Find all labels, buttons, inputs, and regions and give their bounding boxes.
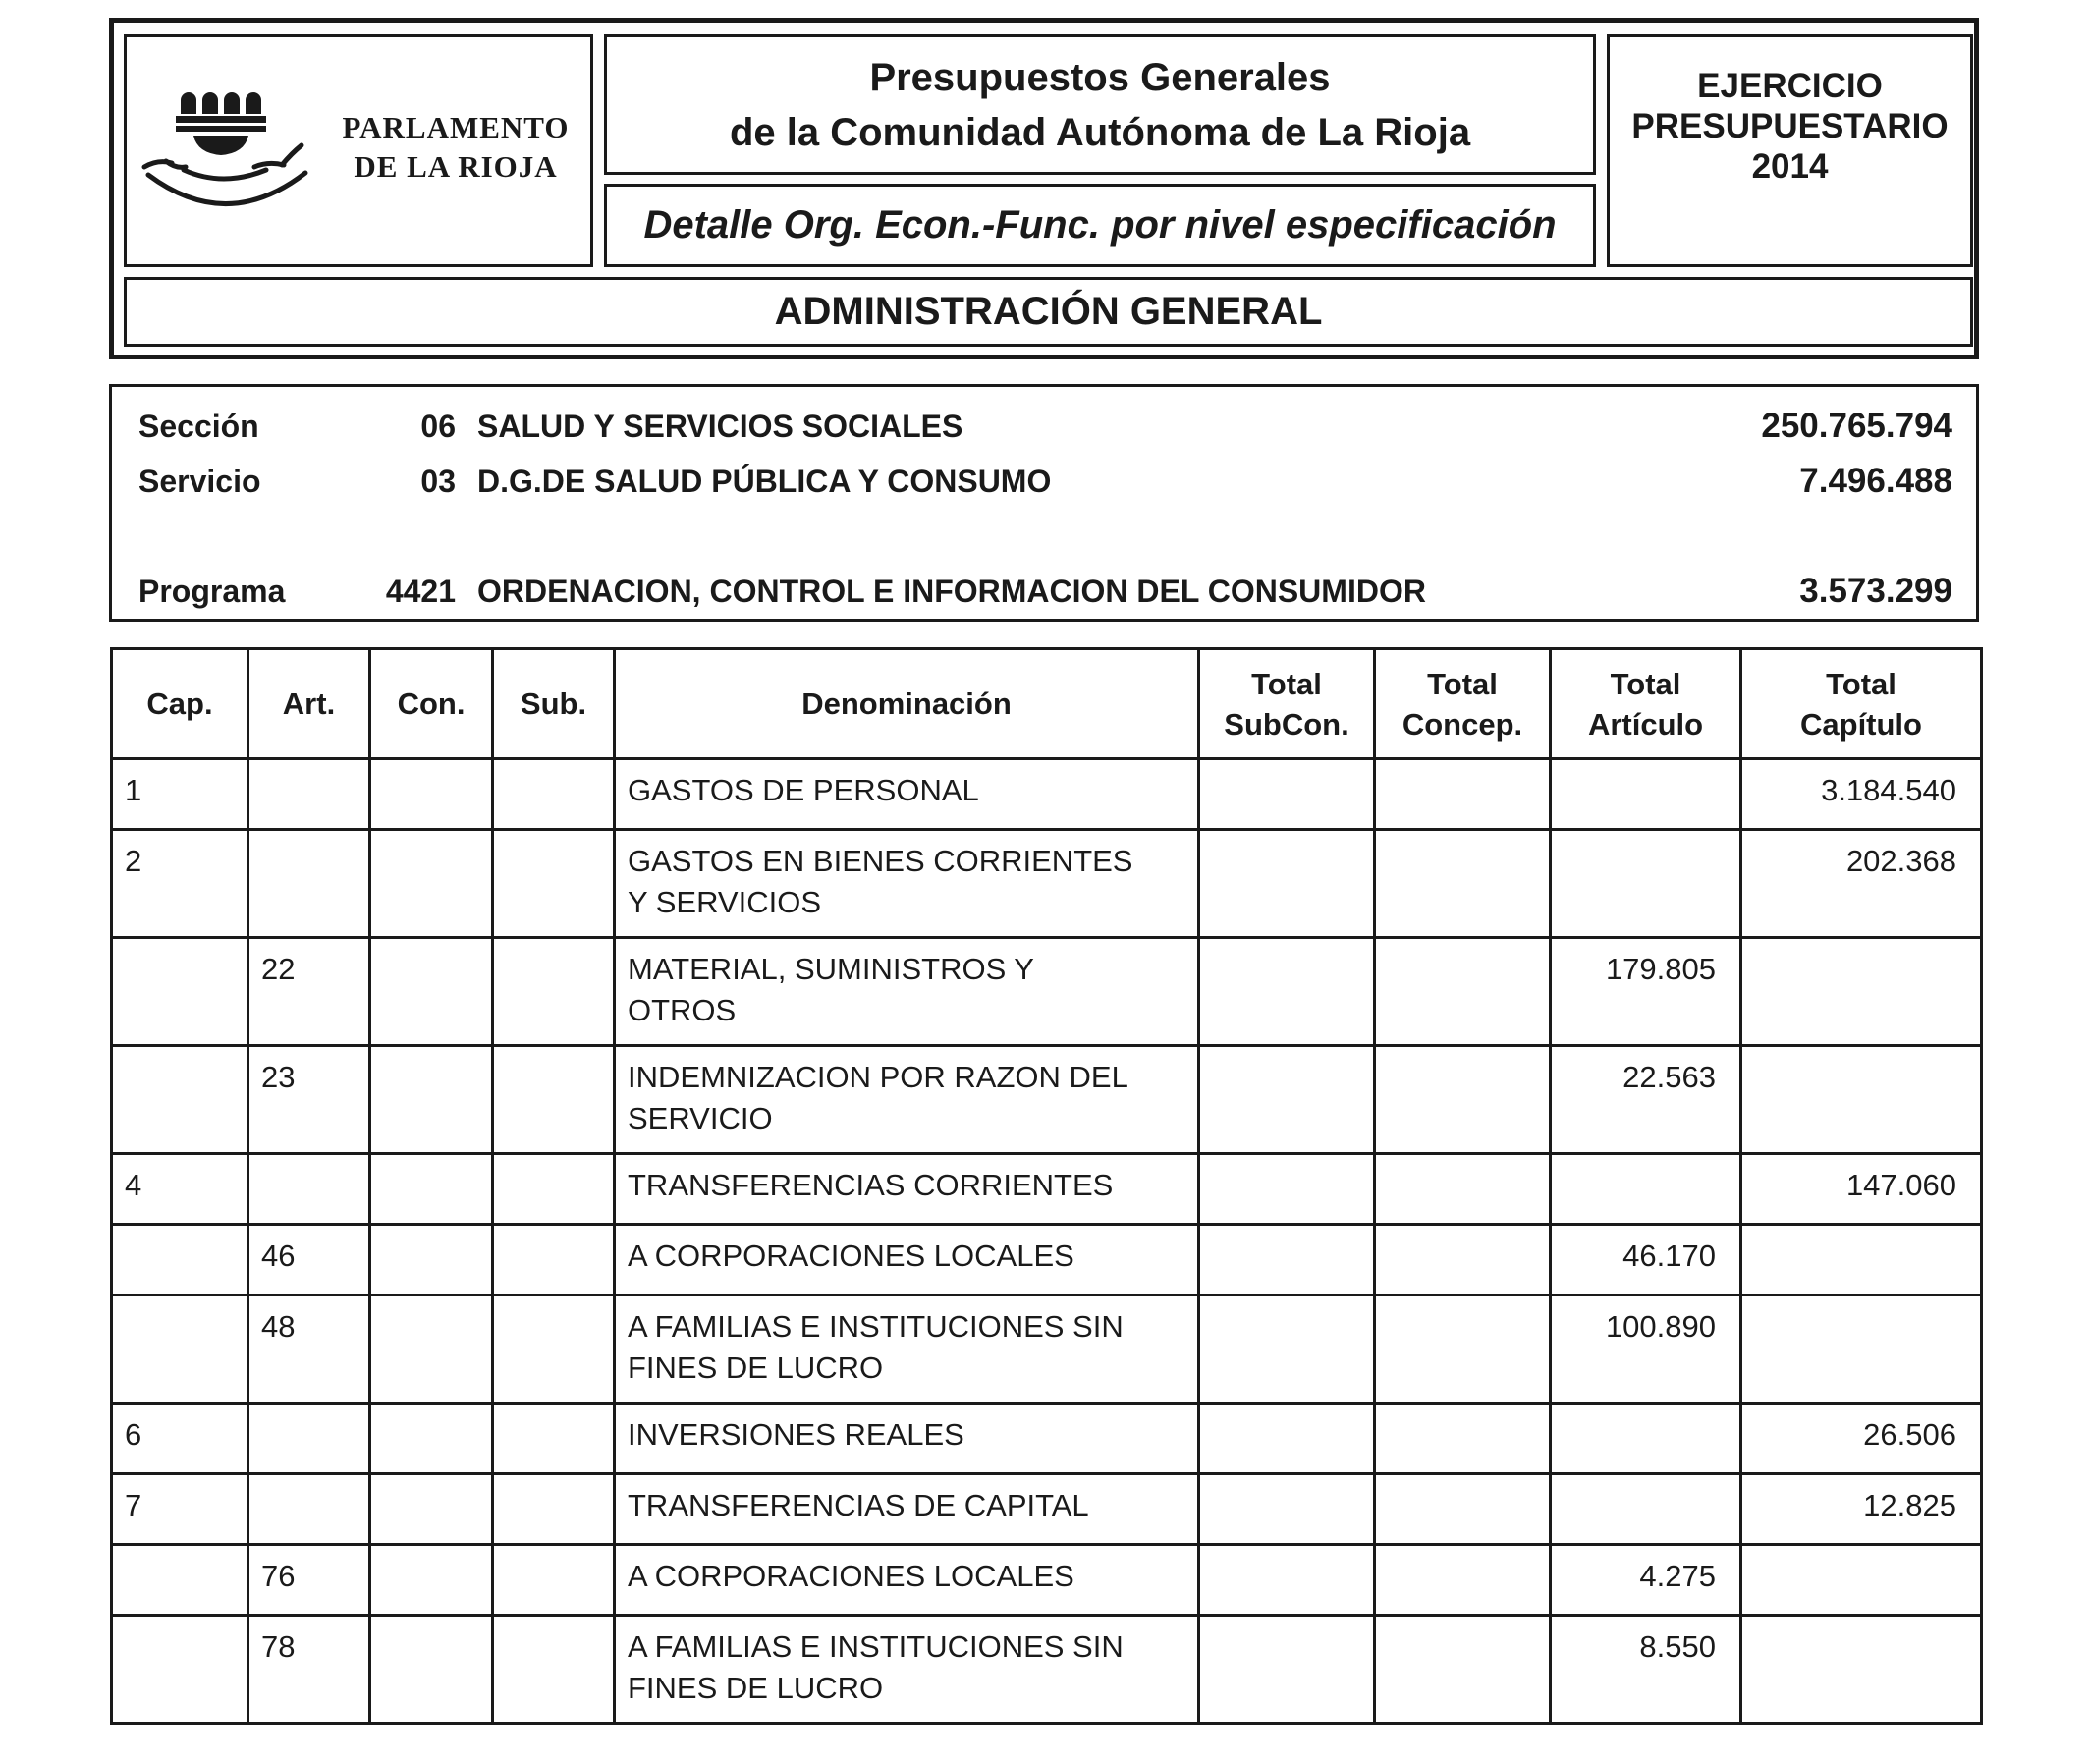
- cell-sub: [493, 1616, 615, 1724]
- col-header-denominacion: Denominación: [615, 649, 1199, 759]
- cell-total-articulo: 100.890: [1551, 1295, 1741, 1404]
- cell-total-capitulo: [1741, 1046, 1982, 1154]
- cell-total-subcon: [1199, 1225, 1375, 1295]
- cell-total-articulo: 22.563: [1551, 1046, 1741, 1154]
- denominacion-line1: INDEMNIZACION POR RAZON DEL: [628, 1060, 1128, 1094]
- cell-total-articulo: [1551, 1474, 1741, 1545]
- table-row: [112, 1404, 1982, 1474]
- cell-denominacion: [615, 1474, 1199, 1545]
- cell-total-concep: [1375, 1225, 1551, 1295]
- cell-sub: [493, 1225, 615, 1295]
- cell-denominacion: [615, 1404, 1199, 1474]
- col-header-sub: Sub.: [493, 649, 615, 759]
- cell-total-capitulo: 3.184.540: [1741, 759, 1982, 830]
- cell-con: [370, 938, 493, 1046]
- year-line2: PRESUPUESTARIO: [1631, 107, 1949, 145]
- cell-sub: [493, 1474, 615, 1545]
- cell-denominacion: [615, 938, 1199, 1046]
- denominacion-line1: A CORPORACIONES LOCALES: [628, 1239, 1074, 1273]
- cell-con: [370, 1404, 493, 1474]
- denominacion-line1: GASTOS EN BIENES CORRIENTES: [628, 844, 1133, 878]
- admin-box: [124, 277, 1973, 347]
- col-header-con: Con.: [370, 649, 493, 759]
- table-row: [112, 1154, 1982, 1225]
- cell-art: 48: [248, 1295, 370, 1404]
- admin-title: ADMINISTRACIÓN GENERAL: [774, 290, 1323, 333]
- cell-total-capitulo: [1741, 1545, 1982, 1616]
- cell-cap: [112, 1616, 248, 1724]
- cell-sub: [493, 759, 615, 830]
- cell-art: [248, 1404, 370, 1474]
- year-value: 2014: [1751, 147, 1829, 186]
- cell-total-subcon: [1199, 1474, 1375, 1545]
- cell-total-concep: [1375, 1616, 1551, 1724]
- col-header-total-capitulo: [1741, 649, 1982, 759]
- col-header-total-concep: [1375, 649, 1551, 759]
- cell-total-concep: [1375, 830, 1551, 938]
- table-row: [112, 759, 1982, 830]
- cell-cap: [112, 1545, 248, 1616]
- seccion-name: SALUD Y SERVICIOS SOCIALES: [477, 409, 963, 444]
- cell-total-concep: [1375, 1046, 1551, 1154]
- cell-cap: 2: [112, 830, 248, 938]
- cell-total-concep: [1375, 1404, 1551, 1474]
- cell-total-concep: [1375, 1295, 1551, 1404]
- cell-total-articulo: [1551, 1404, 1741, 1474]
- seccion-row: [112, 405, 1976, 448]
- programa-label: Programa: [138, 574, 286, 609]
- cell-total-articulo: [1551, 759, 1741, 830]
- cell-sub: [493, 1404, 615, 1474]
- denominacion-line1: TRANSFERENCIAS DE CAPITAL: [628, 1488, 1089, 1522]
- denominacion-line2: FINES DE LUCRO: [628, 1351, 884, 1385]
- col-header-total-capitulo-l1: Total: [1826, 666, 1896, 701]
- cell-denominacion: [615, 1545, 1199, 1616]
- programa-amount: 3.573.299: [1799, 572, 1952, 610]
- year-box: [1607, 34, 1973, 267]
- cell-denominacion: [615, 830, 1199, 938]
- cell-art: [248, 759, 370, 830]
- cell-total-capitulo: [1741, 1295, 1982, 1404]
- col-header-total-subcon: [1199, 649, 1375, 759]
- cell-total-articulo: 4.275: [1551, 1545, 1741, 1616]
- denominacion-line1: INVERSIONES REALES: [628, 1417, 964, 1452]
- cell-con: [370, 1616, 493, 1724]
- cell-total-capitulo: [1741, 1225, 1982, 1295]
- cell-con: [370, 1295, 493, 1404]
- cell-denominacion: [615, 1295, 1199, 1404]
- cell-art: [248, 1474, 370, 1545]
- cell-cap: 7: [112, 1474, 248, 1545]
- cell-total-capitulo: 12.825: [1741, 1474, 1982, 1545]
- cell-total-articulo: 46.170: [1551, 1225, 1741, 1295]
- cell-total-subcon: [1199, 759, 1375, 830]
- cell-sub: [493, 1295, 615, 1404]
- table-row: [112, 938, 1982, 1046]
- cell-art: 23: [248, 1046, 370, 1154]
- denominacion-line1: GASTOS DE PERSONAL: [628, 773, 979, 807]
- col-header-total-articulo-l2: Artículo: [1587, 706, 1704, 742]
- cell-denominacion: [615, 1046, 1199, 1154]
- cell-cap: 1: [112, 759, 248, 830]
- table-header-row: [112, 649, 1982, 759]
- table-row: [112, 1616, 1982, 1724]
- year-line1: EJERCICIO: [1697, 67, 1883, 105]
- programa-name: ORDENACION, CONTROL E INFORMACION DEL CONSUMIDOR: [477, 574, 1426, 609]
- cell-art: 46: [248, 1225, 370, 1295]
- servicio-row: [112, 460, 1976, 503]
- col-header-cap: Cap.: [112, 649, 248, 759]
- denominacion-line2: Y SERVICIOS: [628, 885, 821, 919]
- title-line2: de la Comunidad Autónoma de La Rioja: [729, 110, 1471, 154]
- cell-cap: 6: [112, 1404, 248, 1474]
- cell-cap: [112, 1225, 248, 1295]
- cell-total-capitulo: [1741, 1616, 1982, 1724]
- cell-denominacion: [615, 759, 1199, 830]
- cell-con: [370, 1154, 493, 1225]
- seccion-code: 06: [420, 409, 456, 444]
- cell-total-subcon: [1199, 1616, 1375, 1724]
- cell-total-capitulo: [1741, 938, 1982, 1046]
- cell-total-concep: [1375, 759, 1551, 830]
- logo-box: [124, 34, 593, 267]
- cell-total-subcon: [1199, 1545, 1375, 1616]
- denominacion-line1: A FAMILIAS E INSTITUCIONES SIN: [628, 1629, 1124, 1664]
- table-row: [112, 830, 1982, 938]
- cell-total-subcon: [1199, 1154, 1375, 1225]
- cell-art: [248, 1154, 370, 1225]
- cell-denominacion: [615, 1225, 1199, 1295]
- servicio-amount: 7.496.488: [1799, 462, 1952, 500]
- table-row: [112, 1545, 1982, 1616]
- cell-cap: [112, 938, 248, 1046]
- denominacion-line1: MATERIAL, SUMINISTROS Y: [628, 952, 1034, 986]
- cell-sub: [493, 1046, 615, 1154]
- servicio-label: Servicio: [138, 464, 261, 499]
- col-header-total-subcon-l2: SubCon.: [1224, 706, 1349, 742]
- col-header-total-articulo-l1: Total: [1610, 666, 1681, 701]
- cell-sub: [493, 1154, 615, 1225]
- denominacion-line1: A FAMILIAS E INSTITUCIONES SIN: [628, 1309, 1124, 1344]
- servicio-code: 03: [420, 464, 456, 499]
- title-box: [604, 34, 1596, 175]
- cell-total-articulo: 179.805: [1551, 938, 1741, 1046]
- cell-con: [370, 830, 493, 938]
- cell-cap: 4: [112, 1154, 248, 1225]
- table-row: [112, 1225, 1982, 1295]
- denominacion-line2: SERVICIO: [628, 1101, 773, 1135]
- table-row: [112, 1474, 1982, 1545]
- cell-con: [370, 1545, 493, 1616]
- col-header-total-concep-l2: Concep.: [1401, 706, 1523, 742]
- col-header-total-concep-l1: Total: [1427, 666, 1498, 701]
- cell-total-subcon: [1199, 1404, 1375, 1474]
- cell-cap: [112, 1046, 248, 1154]
- cell-total-subcon: [1199, 1295, 1375, 1404]
- cell-total-subcon: [1199, 938, 1375, 1046]
- cell-total-capitulo: 147.060: [1741, 1154, 1982, 1225]
- table-row: [112, 1295, 1982, 1404]
- cell-art: 78: [248, 1616, 370, 1724]
- cell-sub: [493, 938, 615, 1046]
- cell-total-articulo: [1551, 830, 1741, 938]
- seccion-amount: 250.765.794: [1761, 407, 1952, 445]
- col-header-total-subcon-l1: Total: [1251, 666, 1322, 701]
- servicio-name: D.G.DE SALUD PÚBLICA Y CONSUMO: [477, 464, 1052, 499]
- denominacion-line2: OTROS: [628, 993, 737, 1027]
- cell-total-concep: [1375, 1474, 1551, 1545]
- cell-sub: [493, 1545, 615, 1616]
- cell-cap: [112, 1295, 248, 1404]
- cell-con: [370, 1474, 493, 1545]
- cell-art: 22: [248, 938, 370, 1046]
- cell-total-concep: [1375, 938, 1551, 1046]
- cell-total-articulo: [1551, 1154, 1741, 1225]
- cell-denominacion: [615, 1616, 1199, 1724]
- budget-table: [110, 647, 1983, 1725]
- document-header: [109, 18, 1979, 359]
- title-line1: Presupuestos Generales: [869, 55, 1331, 99]
- cell-denominacion: [615, 1154, 1199, 1225]
- cell-total-subcon: [1199, 1046, 1375, 1154]
- cell-sub: [493, 830, 615, 938]
- denominacion-line1: A CORPORACIONES LOCALES: [628, 1559, 1074, 1593]
- col-header-total-capitulo-l2: Capítulo: [1800, 706, 1922, 742]
- programa-code: 4421: [385, 574, 456, 609]
- cell-con: [370, 759, 493, 830]
- denominacion-line2: FINES DE LUCRO: [628, 1671, 884, 1705]
- seccion-label: Sección: [138, 409, 259, 444]
- org-name: [333, 108, 578, 187]
- cell-total-capitulo: 26.506: [1741, 1404, 1982, 1474]
- org-name-line1: PARLAMENTO: [342, 110, 570, 144]
- denominacion-line1: TRANSFERENCIAS CORRIENTES: [628, 1168, 1114, 1202]
- cell-con: [370, 1046, 493, 1154]
- budget-info: [109, 384, 1979, 622]
- cell-art: [248, 830, 370, 938]
- parliament-logo-icon: [137, 77, 333, 214]
- programa-row: [112, 570, 1976, 613]
- table-row: [112, 1046, 1982, 1154]
- cell-total-articulo: 8.550: [1551, 1616, 1741, 1724]
- cell-con: [370, 1225, 493, 1295]
- cell-total-capitulo: 202.368: [1741, 830, 1982, 938]
- col-header-art: Art.: [248, 649, 370, 759]
- cell-total-concep: [1375, 1154, 1551, 1225]
- cell-total-subcon: [1199, 830, 1375, 938]
- subtitle: Detalle Org. Econ.-Func. por nivel especificación: [643, 203, 1557, 247]
- org-name-line2: DE LA RIOJA: [354, 149, 558, 184]
- cell-total-concep: [1375, 1545, 1551, 1616]
- subtitle-box: [604, 184, 1596, 267]
- col-header-total-articulo: [1551, 649, 1741, 759]
- cell-art: 76: [248, 1545, 370, 1616]
